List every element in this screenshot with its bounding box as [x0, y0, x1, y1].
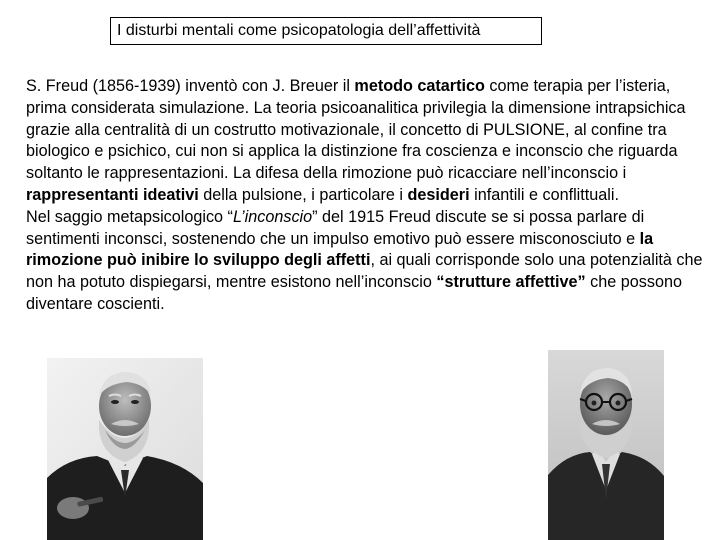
- p1-text-1: S. Freud (1856-1939) inventò con J. Breuer il: [26, 77, 355, 95]
- p2-text-1: Nel saggio metapsicologico “: [26, 207, 233, 226]
- paragraph-2: [26, 207, 710, 316]
- slide-title: [110, 17, 542, 45]
- portrait-photo-right: [548, 350, 664, 540]
- portrait-photo-with-glasses-icon: [548, 350, 664, 540]
- p2-text-4: che possono diventare coscienti.: [26, 273, 682, 313]
- body-text: [26, 76, 710, 316]
- p2-bold-strutture-affettive: “strutture affettive”: [436, 273, 586, 292]
- p2-italic-inconscio: L’inconscio: [232, 207, 313, 226]
- p1-bold-rappresentanti-ideativi: rappresentanti ideativi: [26, 185, 199, 204]
- p1-bold-metodo-catartico: metodo catartico: [354, 77, 485, 95]
- p2-text-3: , ai quali corrisponde solo una potenzialità che non ha potuto dispiegarsi, mentre esistono nell’inconscio: [26, 251, 703, 292]
- p1-bold-desideri: desideri: [407, 185, 470, 204]
- p1-text-3: della pulsione, i particolare i: [198, 185, 408, 204]
- p1-text-4: infantili e conflittuali.: [469, 185, 619, 204]
- slide-title-text: I disturbi mentali come psicopatologia dell’affettività: [117, 22, 481, 39]
- p2-text-2: ” del 1915 Freud discute se si possa parlare di sentimenti inconsci, sostenendo che un impulso emotivo può essere misconosciuto e: [26, 207, 645, 248]
- portrait-photo-left: [47, 358, 203, 540]
- portrait-photo-with-cigar-icon: [47, 358, 203, 540]
- p1-text-2: come terapia per l’isteria, prima considerata simulazione. La teoria psicoanalitica privilegia la dimensione intrapsichica grazie alla centralità di un costrutto motivazionale, il concetto di PULSIONE, al confine tra biologico e psichico, cui non si applica la distinzione fra coscienza e inconscio che riguarda soltanto le rappresentazioni. La difesa della rimozione può ricacciare nell’inconscio i: [26, 77, 686, 183]
- paragraph-1: [26, 76, 710, 207]
- p2-bold-rimozione: la rimozione può inibire lo sviluppo degli affetti: [26, 229, 654, 270]
